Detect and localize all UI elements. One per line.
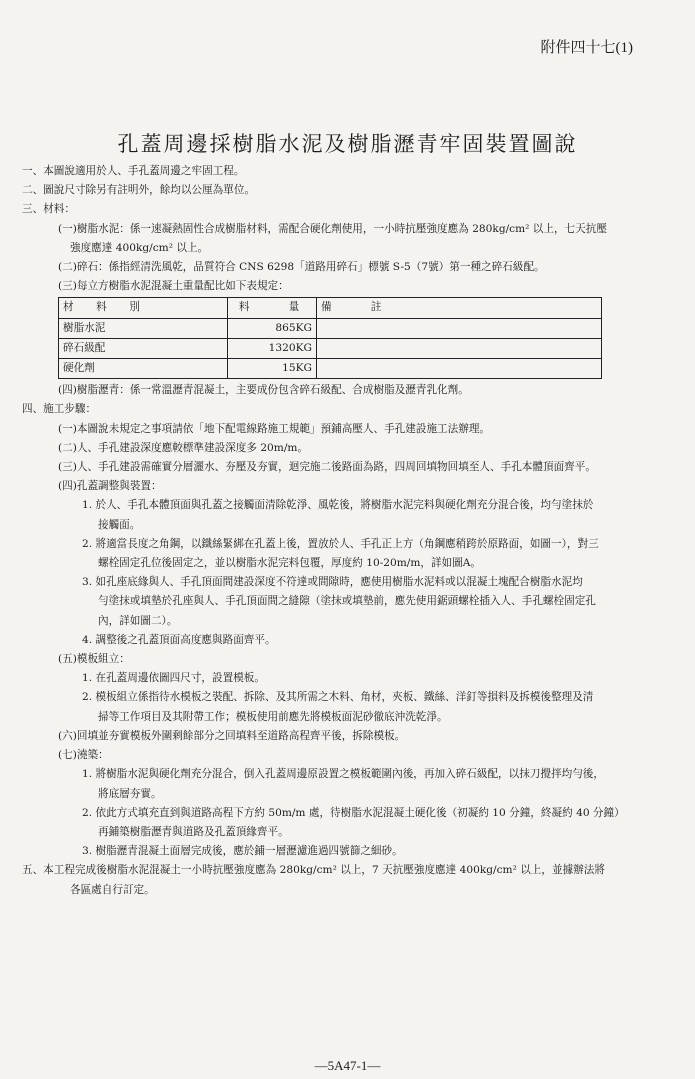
mix-ratio-table (58, 297, 602, 379)
text-line: (一)樹脂水泥：係一速凝熱固性合成樹脂材料，需配合硬化劑使用，一小時抗壓強度應為 280kg/cm² 以上，七天抗壓 (58, 222, 607, 235)
table-row (59, 318, 602, 338)
text-line: 2. 依此方式填充直到與道路高程下方約 50m/m 處，待樹脂水泥混凝土硬化後（初凝約 10 分鐘，終凝約 40 分鐘） (82, 806, 625, 819)
table-cell-note (317, 338, 602, 358)
text-line: (五)模板組立： (58, 653, 130, 666)
annex-label: 附件四十七(1) (540, 40, 633, 56)
text-line: 四、施工步驟： (22, 403, 97, 416)
text-line: 4. 調整後之孔蓋頂面高度應與路面齊平。 (82, 633, 276, 646)
table-cell-material: 碎石級配 (59, 338, 228, 358)
text-line: (六)回填並夯實模板外圍剩餘部分之回填料至道路高程齊平後，拆除模板。 (58, 729, 406, 742)
text-line: 2. 將適當長度之角鋼，以鐵絲緊綁在孔蓋上後，置放於人、手孔正上方（角鋼應稍跨於原路面，如圖一），對三 (82, 537, 599, 550)
text-line: (七)澆築： (58, 749, 109, 762)
table-cell-amount: 15KG (228, 359, 317, 379)
text-line: (四)孔蓋調整與裝置： (58, 480, 162, 493)
document-body (22, 162, 662, 900)
table-cell-note (317, 359, 602, 379)
text-line: (二)碎石：係指經清洗風乾，品質符合 CNS 6298「道路用碎石」標號 S-5（7號）第一種之碎石級配。 (58, 261, 545, 274)
text-line: 勻塗抹或填墊於孔座與人、手孔頂面間之縫隙（塗抹或填墊前，應先使用鋸頭螺栓插入人、手孔螺栓固定孔 (98, 595, 596, 608)
text-line: 一、本圖說適用於人、手孔蓋周邊之牢固工程。 (22, 165, 245, 177)
text-line: 強度應達 400kg/cm² 以上。 (70, 241, 209, 254)
table-row (59, 359, 602, 379)
text-line: 掃等工作項目及其附帶工作；模板使用前應先將模板面泥砂徹底沖洗乾淨。 (98, 710, 448, 723)
text-line: 2. 模板組立係指待水模板之裝配、拆除、及其所需之木料、角材，夾板、鐵絲、洋釘等損料及拆模後整理及清 (82, 691, 594, 704)
text-line: (三)每立方樹脂水泥混凝土重量配比如下表規定： (58, 280, 289, 293)
text-line: 將底層夯實。 (98, 787, 162, 800)
text-line: 1. 在孔蓋周邊依圖四尺寸，設置模板。 (82, 672, 265, 685)
section-block-1 (22, 162, 662, 296)
page-number: —5A47-1— (314, 1058, 381, 1073)
text-line: 1. 於人、手孔本體頂面與孔蓋之接觸面清除乾淨、風乾後，將樹脂水泥完料與硬化劑充分混合後，均勻塗抹於 (82, 499, 594, 512)
table-row (59, 338, 602, 358)
text-line: 各區處自行訂定。 (70, 883, 155, 896)
table-cell-amount: 1320KG (228, 338, 317, 358)
text-line: 三、材料： (22, 203, 75, 216)
text-line: 3. 樹脂瀝青混凝土面層完成後，應於鋪一層瀝濾進過四號篩之細砂。 (82, 845, 403, 858)
text-line: 二、圖說尺寸除另有註明外，餘均以公厘為單位。 (22, 184, 256, 197)
text-line: (一)本圖說未規定之事項請依「地下配電線路施工規範」預鋪高壓人、手孔建設施工法辦理。 (58, 422, 491, 435)
text-line: 1. 將樹脂水泥與硬化劑充分混合，倒入孔蓋周邊原設置之模板範圍內後，再加入碎石級配，以抹刀攪拌均勻後， (82, 768, 604, 781)
text-line: 接觸面。 (98, 518, 141, 531)
text-line: (二)人、手孔建設深度應較標準建設深度多 20m/m。 (58, 441, 309, 454)
text-line: (四)樹脂瀝青：係一常溫瀝青混凝土，主要成份包含碎石級配、合成樹脂及瀝青乳化劑。 (58, 384, 469, 397)
page-title: 孔蓋周邊採樹脂水泥及樹脂瀝青牢固裝置圖說 (117, 132, 578, 156)
table-header-material: 材 料 別 (59, 298, 228, 318)
table-header-note: 備 註 (317, 298, 602, 318)
text-line: 五、本工程完成後樹脂水泥混凝土一小時抗壓強度應為 280kg/cm² 以上，7 天抗壓強度應達 400kg/cm² 以上，並據辦法將 (22, 864, 605, 877)
table-cell-amount: 865KG (228, 318, 317, 338)
table-cell-material: 硬化劑 (59, 359, 228, 379)
table-cell-note (317, 318, 602, 338)
text-line: (三)人、手孔建設需確實分層灑水、夯壓及夯實，迴完施二後路面為路，四周回填物回填至人、手孔本體頂面齊平。 (58, 461, 596, 474)
text-line: 內，詳如圖二）。 (98, 614, 178, 627)
section-block-2 (22, 381, 662, 899)
text-line: 3. 如孔座底緣與人、手孔頂面間建設深度不符達或間隙時，應使用樹脂水泥料或以混凝土塊配合樹脂水泥均 (82, 576, 583, 589)
text-line: 再鋪築樹脂瀝青與道路及孔蓋頂緣齊平。 (98, 825, 289, 838)
table-header-amount: 料 量 (228, 298, 317, 318)
table-header-row (59, 298, 602, 318)
table-cell-material: 樹脂水泥 (59, 318, 228, 338)
text-line: 螺栓固定孔位後固定之，並以樹脂水泥完料包覆，厚度約 10-20m/m，詳如圖A。 (98, 557, 482, 570)
